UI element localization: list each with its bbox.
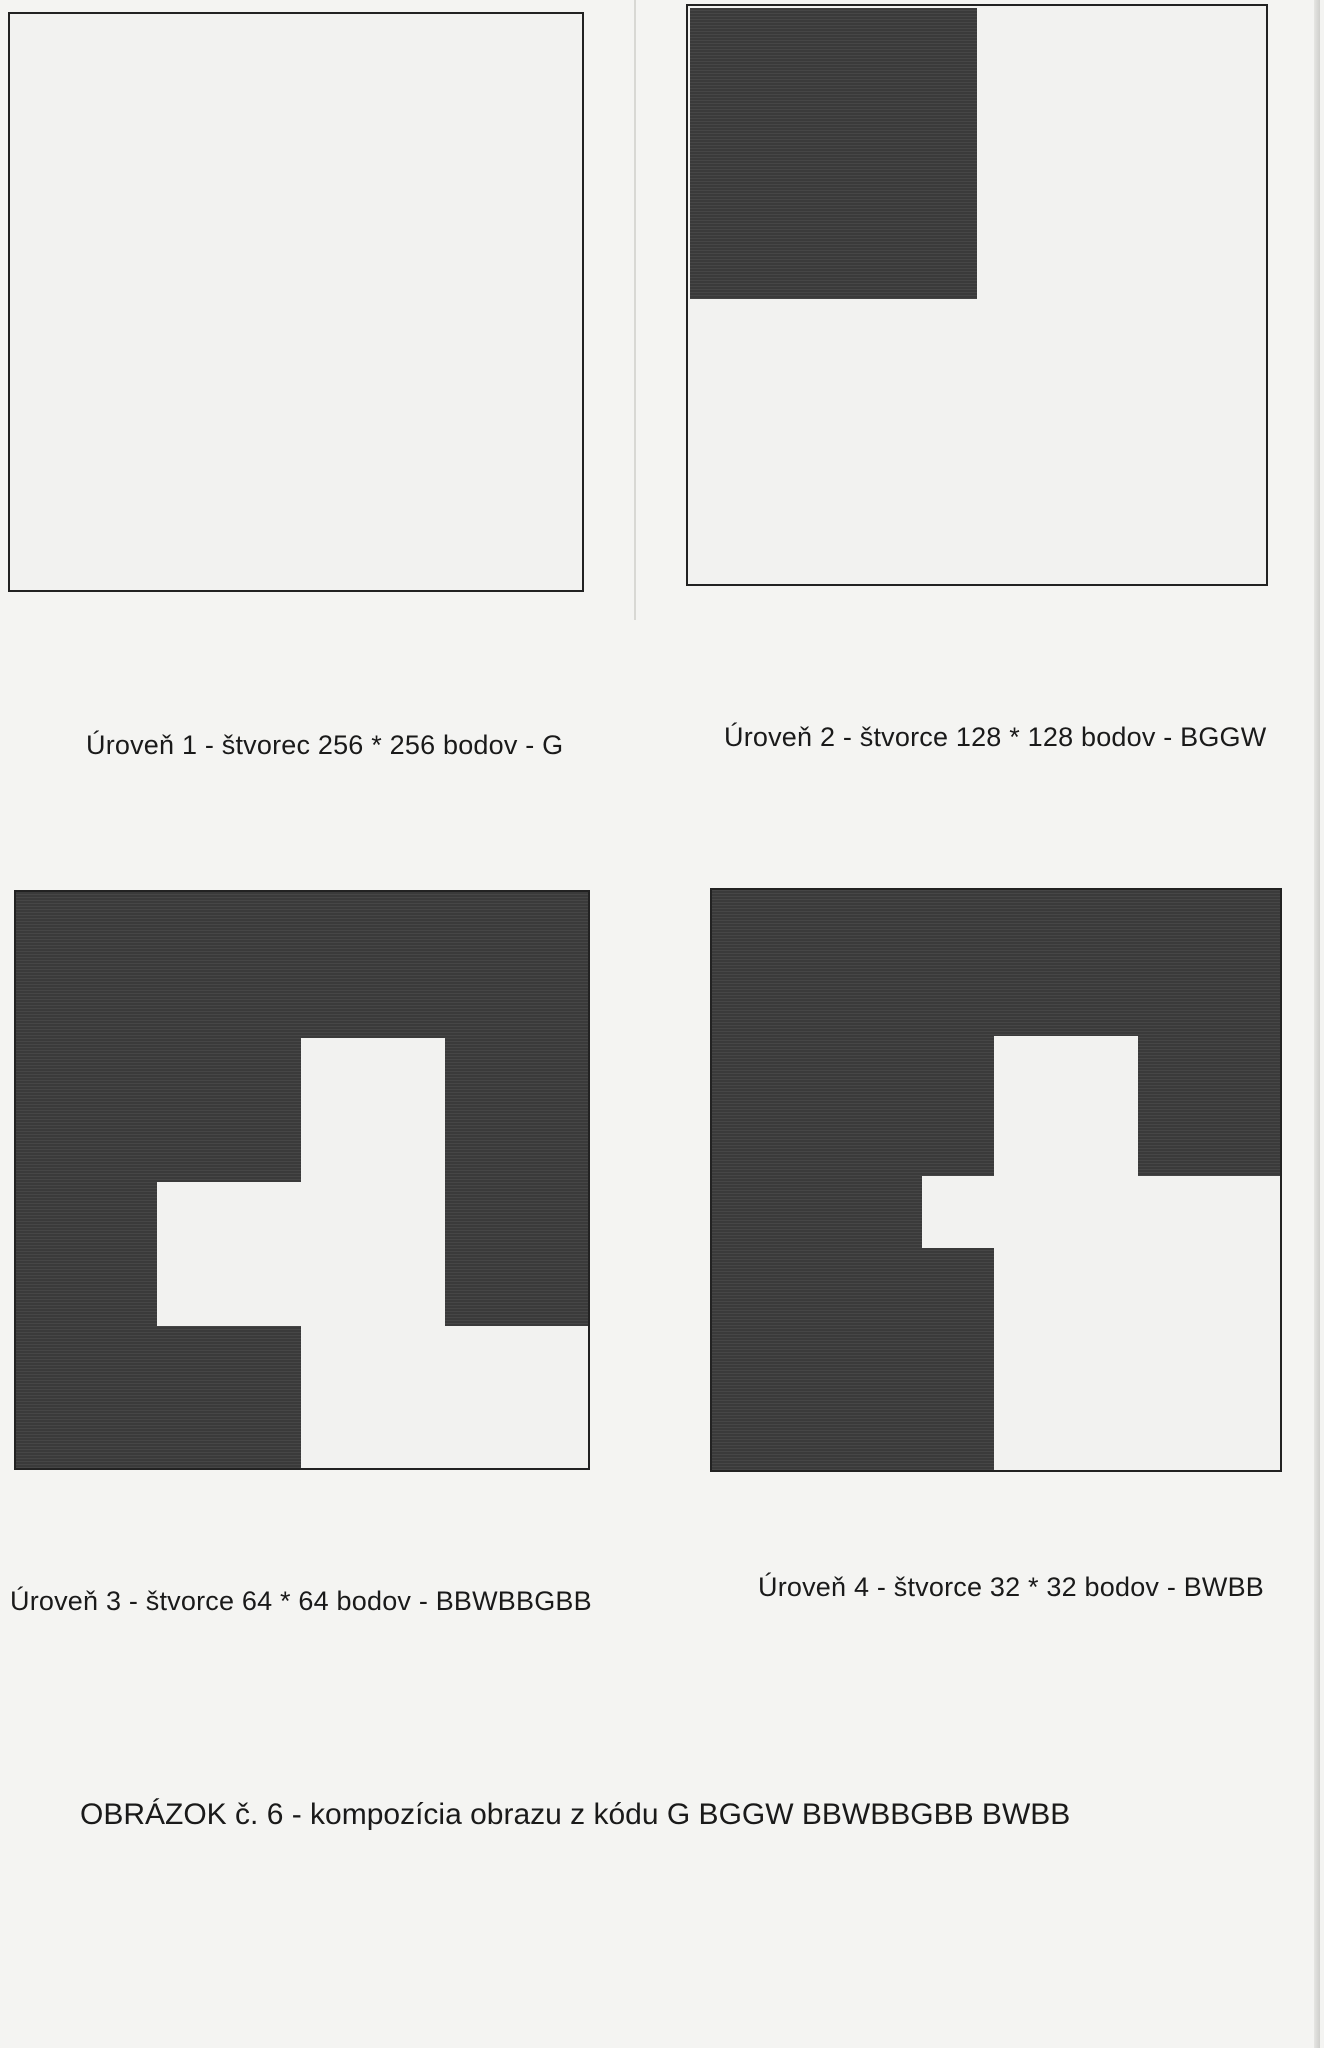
level-3-caption: Úroveň 3 - štvorce 64 * 64 bodov - BBWBBGBB bbox=[10, 1586, 592, 1616]
level-2-caption: Úroveň 2 - štvorce 128 * 128 bodov - BGGW bbox=[724, 722, 1267, 752]
level-4-white-upper bbox=[994, 1036, 1138, 1176]
level-3-squares bbox=[14, 890, 590, 1470]
page-fold bbox=[1314, 0, 1320, 2048]
level-4-caption: Úroveň 4 - štvorce 32 * 32 bodov - BWBB bbox=[758, 1572, 1265, 1602]
figure-caption: OBRÁZOK č. 6 - kompozícia obrazu z kódu G BGGW BBWBBGBB BWBB bbox=[80, 1798, 1071, 1831]
level-1-caption: Úroveň 1 - štvorec 256 * 256 bodov - G bbox=[86, 730, 564, 760]
level-4-squares bbox=[710, 888, 1282, 1472]
level-4-white-lower bbox=[994, 1248, 1282, 1472]
level-3-white-lower bbox=[157, 1182, 301, 1326]
level-2-squares bbox=[686, 4, 1268, 586]
level-2-black-quadrant bbox=[690, 8, 977, 299]
level-4-white-bar bbox=[922, 1176, 1282, 1248]
level-3-white-right bbox=[301, 1326, 590, 1470]
level-1-square bbox=[8, 12, 584, 592]
page-gutter bbox=[634, 0, 636, 620]
